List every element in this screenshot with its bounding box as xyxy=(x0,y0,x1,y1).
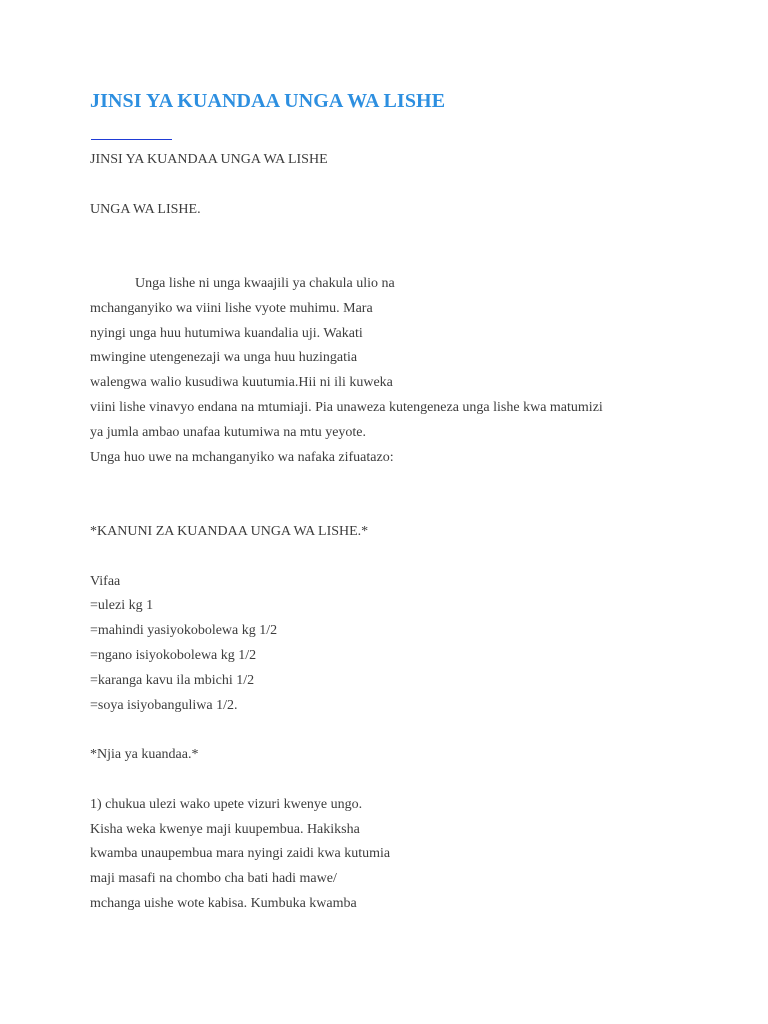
intro-line: viini lishe vinavyo endana na mtumiaji. Pia unaweza kutengeneza unga lishe kwa matumizi xyxy=(90,399,603,415)
intro-line: walengwa walio kusudiwa kuutumia.Hii ni ili kuweka xyxy=(90,375,393,391)
spacer xyxy=(90,470,730,495)
document-body xyxy=(90,148,730,917)
spacer xyxy=(90,545,730,570)
section-heading-unga: UNGA WA LISHE. xyxy=(90,201,201,217)
spacer xyxy=(90,495,730,520)
intro-line: mwingine utengenezaji wa unga huu huzingatia xyxy=(90,350,358,366)
spacer xyxy=(90,247,730,272)
document-title: JINSI YA KUANDAA UNGA WA LISHE xyxy=(90,90,446,112)
spacer xyxy=(90,222,730,247)
ingredient-item: =ngano isiyokobolewa kg 1/2 xyxy=(90,647,257,663)
ingredient-item: =karanga kavu ila mbichi 1/2 xyxy=(90,672,255,688)
step-line: kwamba unaupembua mara nyingi zaidi kwa kutumia xyxy=(90,846,391,862)
intro-line: nyingi unga huu hutumiwa kuandalia uji. Wakati xyxy=(90,325,363,341)
intro-line: Unga huo uwe na mchanganyiko wa nafaka zifuatazo: xyxy=(90,449,394,465)
intro-line: mchanganyiko wa viini lishe vyote muhimu. Mara xyxy=(90,300,373,316)
intro-line: Unga lishe ni unga kwaajili ya chakula ulio na xyxy=(135,275,395,291)
ingredient-item: =soya isiyobanguliwa 1/2. xyxy=(90,697,238,713)
step-line: Kisha weka kwenye maji kuupembua. Hakiksha xyxy=(90,821,360,837)
step-line: maji masafi na chombo cha bati hadi mawe/ xyxy=(90,871,337,887)
spacer xyxy=(90,768,730,793)
vifaa-heading: Vifaa xyxy=(90,573,121,589)
spacer xyxy=(90,718,730,743)
njia-heading: *Njia ya kuandaa.* xyxy=(90,747,199,763)
intro-line: ya jumla ambao unafaa kutumiwa na mtu yeyote. xyxy=(90,424,367,440)
ingredient-item: =ulezi kg 1 xyxy=(90,598,154,614)
kanuni-heading: *KANUNI ZA KUANDAA UNGA WA LISHE.* xyxy=(90,523,369,539)
title-underline-divider xyxy=(91,139,172,140)
step-line: mchanga uishe wote kabisa. Kumbuka kwamba xyxy=(90,895,357,911)
subtitle: JINSI YA KUANDAA UNGA WA LISHE xyxy=(90,152,328,167)
step-line: 1) chukua ulezi wako upete vizuri kwenye ungo. xyxy=(90,796,363,812)
spacer xyxy=(90,173,730,198)
ingredient-item: =mahindi yasiyokobolewa kg 1/2 xyxy=(90,623,278,639)
